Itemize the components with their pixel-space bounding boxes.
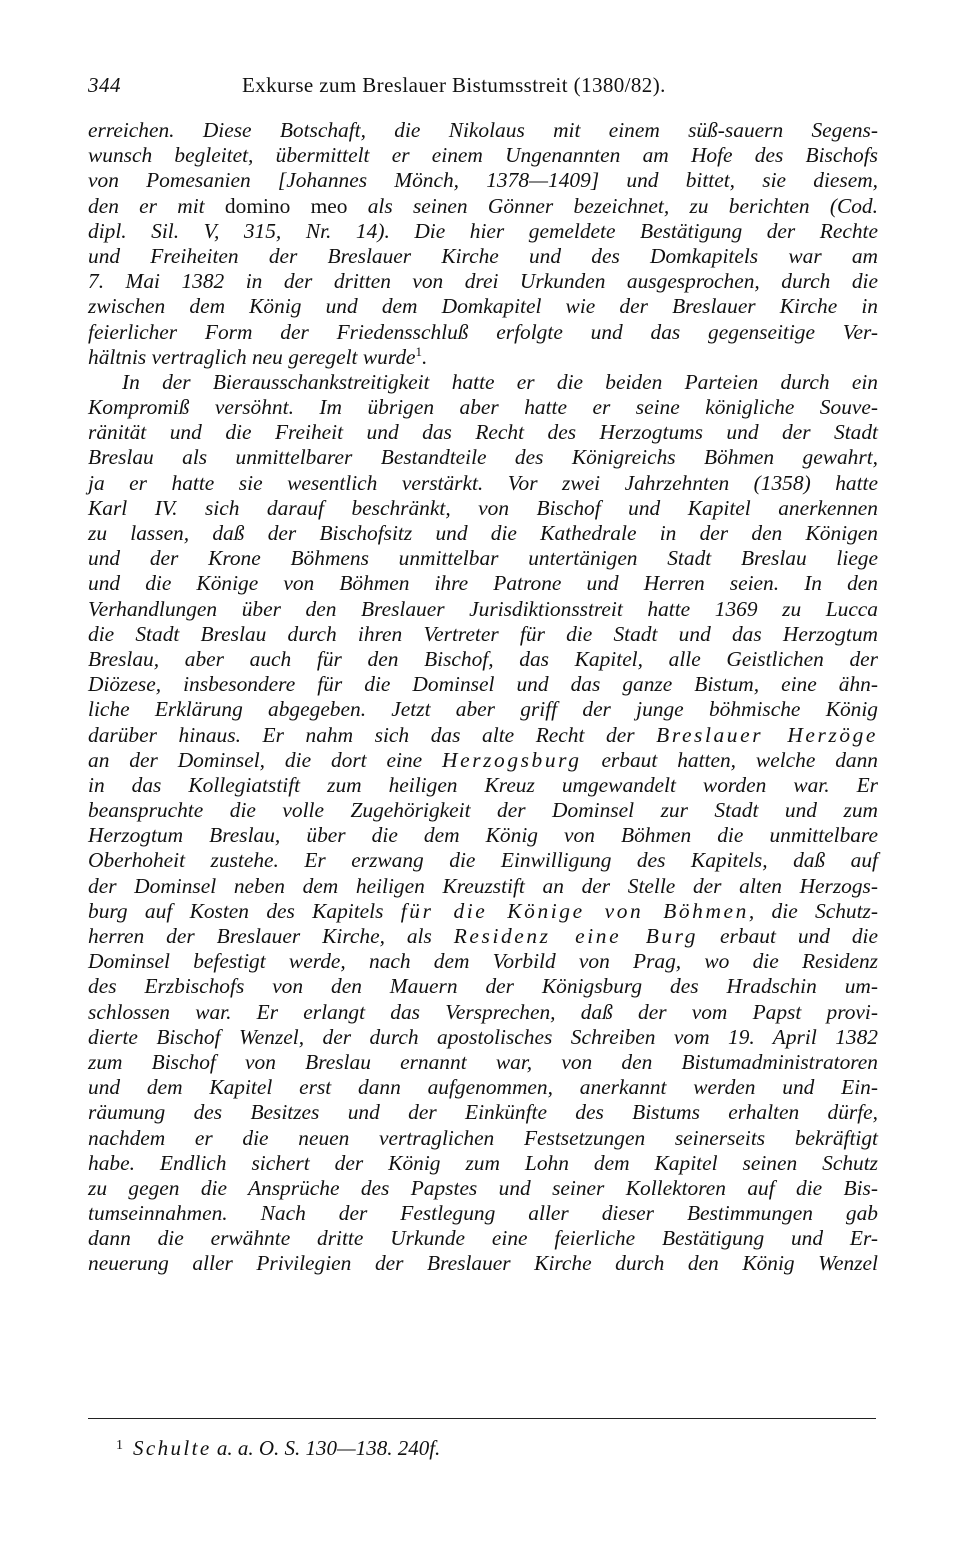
text-line: schlossen war. Er erlangt das Versprechen, daß der vom Papst provi- [88, 999, 878, 1024]
text-line: zum Bischof von Breslau ernannt war, von den Bistumadministratoren [88, 1049, 878, 1074]
text-line: Dominsel befestigt werde, nach dem Vorbild von Prag, wo die Residenz [88, 949, 878, 974]
text-line: In der Bierausschankstreitigkeit hatte er die beiden Parteien durch ein [122, 369, 878, 394]
footnote-marker: 1 [116, 1438, 123, 1453]
text-line: liche Erklärung abgegeben. Jetzt aber griff der junge böhmische König [88, 697, 878, 722]
text-line: Kompromiß versöhnt. Im übrigen aber hatte er seine königliche Souve- [88, 395, 878, 420]
footnote-reference: 1 [415, 343, 423, 359]
text-line: und Freiheiten der Breslauer Kirche und des Domkapitels war am [88, 243, 878, 268]
text-line: der Dominsel neben dem heiligen Kreuzstift an der Stelle der alten Herzogs- [88, 873, 878, 898]
text-line: zwischen dem König und dem Domkapitel wie der Breslauer Kirche in [88, 294, 878, 319]
text-line: Oberhoheit zustehe. Er erzwang die Einwilligung des Kapitels, daß auf [88, 848, 878, 873]
spaced-phrase: Breslauer Herzöge [656, 722, 879, 747]
text-line: zu lassen, daß der Bischofsitz und die Kathedrale in der den Königen [88, 521, 878, 545]
page-number: 344 [88, 73, 121, 97]
footnote-divider [88, 1418, 876, 1419]
text-line: den er mit domino meo als seinen Gönner bezeichnet, zu berichten (Cod. [88, 193, 878, 218]
body-text [88, 118, 878, 1277]
text-line: an der Dominsel, die dort eine Herzogsburg erbaut hatten, welche dann [88, 747, 878, 772]
text-line: Breslau als unmittelbarer Bestandteile des Königreichs Böhmen gewahrt, [88, 445, 878, 470]
text-line: wunsch begleitet, übermittelt er einem Ungenannten am Hofe des Bischofs [88, 143, 878, 168]
text-line: feierlicher Form der Friedensschluß erfolgte und das gegenseitige Ver- [88, 319, 878, 344]
text-line: Herzogtum Breslau, über die dem König von Böhmen die unmittelbare [88, 823, 878, 848]
text-line: beanspruchte die volle Zugehörigkeit der Dominsel zur Stadt und zum [88, 798, 878, 823]
footnote-author: Schulte [133, 1436, 212, 1460]
text-line: und die Könige von Böhmen ihre Patrone und Herren seien. In den [88, 571, 878, 596]
text-line: hältnis vertraglich neu geregelt wurde$^1$. [88, 343, 428, 369]
text-line: nachdem er die neuen vertraglichen Festsetzungen seinerseits bekräftigt [88, 1125, 878, 1150]
text-line: Verhandlungen über den Breslauer Jurisdiktionsstreit hatte 1369 zu Lucca [88, 596, 878, 621]
text-line: neuerung aller Privilegien der Breslauer Kirche durch den König Wenzel [88, 1251, 878, 1276]
text-line: burg auf Kosten des Kapitels für die Könige von Böhmen, die Schutz- [88, 898, 878, 923]
spaced-phrase: Herzogsburg [442, 747, 582, 772]
text-line: herren der Breslauer Kirche, als Residenz eine Burg erbaut und die [88, 924, 878, 948]
footnote-text: a. a. O. S. 130—138. 240f. [211, 1436, 441, 1460]
text-line: von Pomesanien [Johannes Mönch, 1378—1409] und bittet, sie diesem, [88, 168, 878, 193]
text-line: 7. Mai 1382 in der dritten von drei Urkunden ausgesprochen, durch die [88, 269, 878, 294]
text-line: dipl. Sil. V, 315, Nr. 14). Die hier gemeldete Bestätigung der Rechte [88, 218, 878, 243]
text-line: und dem Kapitel erst dann aufgenommen, anerkannt werden und Ein- [88, 1075, 878, 1100]
spaced-phrase: für die Könige von Böhmen [400, 898, 749, 923]
text-line: habe. Endlich sichert der König zum Lohn dem Kapitel seinen Schutz [88, 1150, 878, 1175]
page-header [88, 68, 888, 102]
text-line: Karl IV. sich darauf beschränkt, von Bischof und Kapitel anerkennen [88, 495, 878, 520]
text-line: des Erzbischofs von den Mauern der Königsburg des Hradschin um- [88, 974, 878, 999]
text-line: darüber hinaus. Er nahm sich das alte Recht der Breslauer Herzöge [88, 722, 879, 747]
text-line: dann die erwähnte dritte Urkunde eine feierliche Bestätigung und Er- [88, 1226, 878, 1251]
text-line: erreichen. Diese Botschaft, die Nikolaus mit einem süß-sauern Segens- [88, 118, 878, 142]
upright-phrase: domino meo [224, 193, 348, 218]
text-line: dierte Bischof Wenzel, der durch apostolisches Schreiben vom 19. April 1382 [88, 1024, 878, 1049]
text-line: ja er hatte sie wesentlich verstärkt. Vor zwei Jahrzehnten (1358) hatte [88, 470, 878, 495]
text-line: zu gegen die Ansprüche des Papstes und seiner Kollektoren auf die Bis- [88, 1175, 878, 1200]
text-line: ränität und die Freiheit und das Recht des Herzogtums und der Stadt [88, 420, 878, 445]
text-line: Breslau, aber auch für den Bischof, das Kapitel, alle Geistlichen der [88, 646, 878, 671]
text-line: in das Kollegiatstift zum heiligen Kreuz umgewandelt worden war. Er [88, 772, 878, 797]
text-line: tumseinnahmen. Nach der Festlegung aller dieser Bestimmungen gab [88, 1201, 878, 1226]
text-line: und der Krone Böhmens unmittelbar untertänigen Stadt Breslau liege [88, 546, 878, 571]
text-line: räumung des Besitzes und der Einkünfte des Bistums erhalten dürfe, [88, 1100, 878, 1125]
text-line: die Stadt Breslau durch ihren Vertreter für die Stadt und das Herzogtum [88, 621, 878, 646]
text-line: Diözese, insbesondere für die Dominsel und das ganze Bistum, eine ähn- [88, 672, 878, 697]
spaced-phrase: Residenz eine Burg [453, 924, 699, 948]
footnote [116, 1432, 440, 1462]
running-title: Exkurse zum Breslauer Bistumsstreit (1380/82). [242, 73, 666, 97]
